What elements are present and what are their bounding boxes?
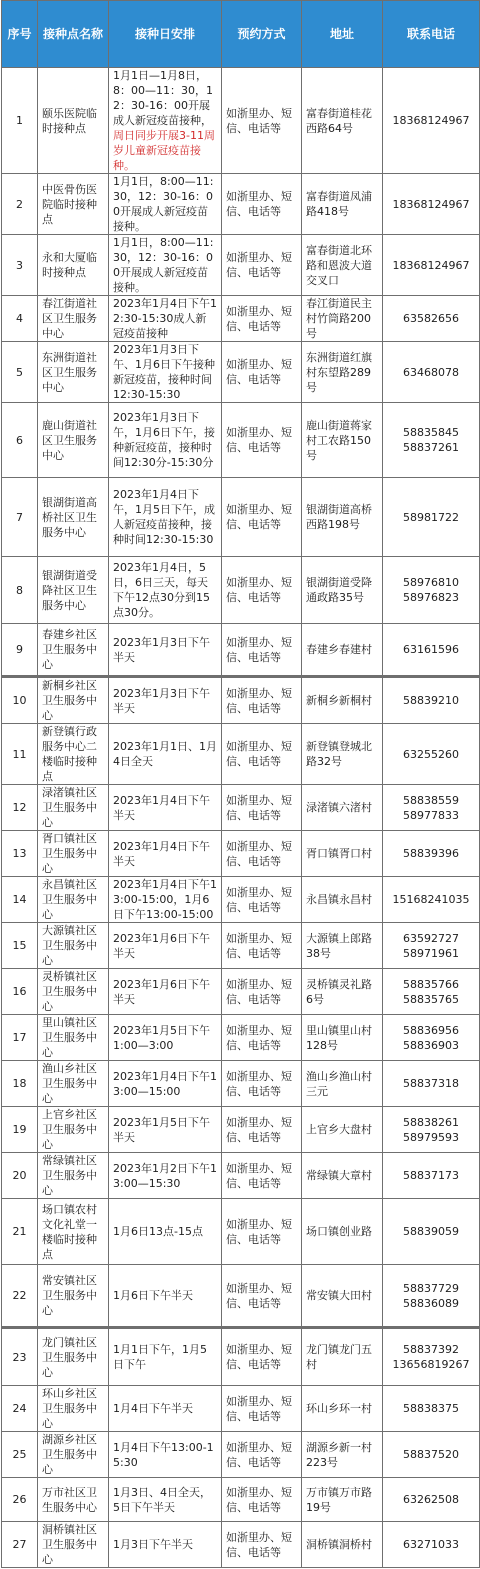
table-row <box>2 235 480 296</box>
cell-address: 东洲街道红旗村东望路289号 <box>302 342 383 403</box>
table-row <box>2 969 480 1015</box>
phone-number: 58836089 <box>403 1296 459 1310</box>
cell-no: 14 <box>2 877 38 923</box>
cell-no: 8 <box>2 557 38 624</box>
cell-phone <box>383 785 480 831</box>
cell-schedule <box>109 1015 222 1061</box>
cell-phone <box>383 677 480 724</box>
cell-address: 万市镇万市路19号 <box>302 1478 383 1522</box>
cell-phone <box>383 68 480 174</box>
schedule-text: 2023年1月4日下午，1月5日下午，成人新冠疫苗接种，接种时间12:30-15:30 <box>113 488 215 546</box>
vaccination-schedule-table <box>1 0 480 1568</box>
cell-address: 渌渚镇六渚村 <box>302 785 383 831</box>
cell-site: 里山镇社区卫生服务中心 <box>38 1015 109 1061</box>
cell-site: 洞桥镇社区卫生服务中心 <box>38 1522 109 1568</box>
cell-address: 鹿山街道蒋家村工农路150号 <box>302 403 383 478</box>
cell-site: 胥口镇社区卫生服务中心 <box>38 831 109 877</box>
cell-booking: 如浙里办、短信、电话等 <box>222 831 302 877</box>
cell-address: 永昌镇永昌村 <box>302 877 383 923</box>
cell-address: 里山镇里山村128号 <box>302 1015 383 1061</box>
cell-schedule <box>109 1386 222 1432</box>
header-phone: 联系电话 <box>383 1 480 68</box>
cell-no: 24 <box>2 1386 38 1432</box>
phone-number: 58971961 <box>403 946 459 960</box>
cell-phone <box>383 174 480 235</box>
cell-booking: 如浙里办、短信、电话等 <box>222 923 302 969</box>
cell-address: 场口镇创业路 <box>302 1199 383 1265</box>
cell-site: 湖源乡社区卫生服务中心 <box>38 1432 109 1478</box>
cell-address: 胥口镇胥口村 <box>302 831 383 877</box>
header-schedule: 接种日安排 <box>109 1 222 68</box>
cell-schedule <box>109 923 222 969</box>
header-row <box>2 1 480 68</box>
cell-phone <box>383 624 480 677</box>
cell-site: 新登镇行政服务中心二楼临时接种点 <box>38 724 109 785</box>
cell-booking: 如浙里办、短信、电话等 <box>222 677 302 724</box>
cell-phone <box>383 877 480 923</box>
cell-site: 永昌镇社区卫生服务中心 <box>38 877 109 923</box>
cell-booking: 如浙里办、短信、电话等 <box>222 235 302 296</box>
table-row <box>2 1386 480 1432</box>
cell-address: 湖源乡新一村223号 <box>302 1432 383 1478</box>
table-row <box>2 1265 480 1328</box>
cell-site: 春建乡社区卫生服务中心 <box>38 624 109 677</box>
cell-schedule <box>109 235 222 296</box>
phone-number: 58839059 <box>403 1225 459 1238</box>
cell-phone <box>383 1328 480 1386</box>
cell-schedule <box>109 557 222 624</box>
schedule-highlight-text: 周日同步开展3-11周岁儿童新冠疫苗接种。 <box>113 129 215 172</box>
phone-number: 58838261 <box>403 1115 459 1129</box>
schedule-text: 2023年1月4日，5日，6日三天，每天下午12点30分到15点30分。 <box>113 561 210 619</box>
phone-number: 18368124967 <box>392 114 470 127</box>
cell-site: 上官乡社区卫生服务中心 <box>38 1107 109 1153</box>
phone-number: 63255260 <box>403 747 459 761</box>
cell-booking: 如浙里办、短信、电话等 <box>222 174 302 235</box>
schedule-text: 2023年1月2日下午13:00—15:30 <box>113 1161 217 1190</box>
cell-schedule <box>109 1107 222 1153</box>
schedule-text: 2023年1月3日下午半天 <box>113 686 210 715</box>
cell-schedule <box>109 831 222 877</box>
cell-address: 富春街道北环路和恩波大道交叉口 <box>302 235 383 296</box>
phone-number: 63161596 <box>403 643 459 656</box>
phone-number: 58838375 <box>403 1402 459 1415</box>
table-row <box>2 1328 480 1386</box>
table-row <box>2 174 480 235</box>
phone-number: 58835766 <box>403 977 459 991</box>
cell-phone <box>383 1522 480 1568</box>
cell-address: 新登镇登城北路32号 <box>302 724 383 785</box>
cell-address: 洞桥镇洞桥村 <box>302 1522 383 1568</box>
table-row <box>2 68 480 174</box>
header-site: 接种点名称 <box>38 1 109 68</box>
cell-no: 16 <box>2 969 38 1015</box>
schedule-text: 2023年1月4日下午半天 <box>113 839 210 868</box>
cell-schedule <box>109 1478 222 1522</box>
cell-booking: 如浙里办、短信、电话等 <box>222 342 302 403</box>
phone-number: 13656819267 <box>392 1358 470 1371</box>
schedule-text: 2023年1月1日、1月4日全天 <box>113 740 217 768</box>
table-row <box>2 1107 480 1153</box>
cell-no: 5 <box>2 342 38 403</box>
cell-site: 场口镇农村文化礼堂一楼临时接种点 <box>38 1199 109 1265</box>
cell-schedule <box>109 68 222 174</box>
phone-number: 58839396 <box>403 847 459 860</box>
table-row <box>2 677 480 724</box>
cell-schedule <box>109 296 222 342</box>
phone-number: 63592727 <box>403 931 459 945</box>
cell-schedule <box>109 1265 222 1328</box>
cell-booking: 如浙里办、短信、电话等 <box>222 68 302 174</box>
cell-address: 新桐乡新桐村 <box>302 677 383 724</box>
cell-booking: 如浙里办、短信、电话等 <box>222 1265 302 1328</box>
cell-schedule <box>109 1522 222 1568</box>
cell-schedule <box>109 403 222 478</box>
cell-site: 龙门镇社区卫生服务中心 <box>38 1328 109 1386</box>
phone-number: 58838559 <box>403 793 459 807</box>
schedule-text: 2023年1月5日下午1:00—3:00 <box>113 1023 210 1052</box>
cell-booking: 如浙里办、短信、电话等 <box>222 1199 302 1265</box>
cell-schedule <box>109 877 222 923</box>
cell-site: 春江街道社区卫生服务中心 <box>38 296 109 342</box>
cell-address: 大源镇上郎路38号 <box>302 923 383 969</box>
phone-number: 58981722 <box>403 510 459 524</box>
cell-booking: 如浙里办、短信、电话等 <box>222 1015 302 1061</box>
cell-site: 环山乡社区卫生服务中心 <box>38 1386 109 1432</box>
table-row <box>2 1061 480 1107</box>
phone-number: 58837318 <box>403 1077 459 1090</box>
table-row <box>2 1199 480 1265</box>
table-row <box>2 478 480 557</box>
cell-phone <box>383 342 480 403</box>
schedule-text: 2023年1月4日下午13:00-15:00，1月6日下午13:00-15:00 <box>113 878 217 921</box>
cell-booking: 如浙里办、短信、电话等 <box>222 1522 302 1568</box>
cell-site: 渌渚镇社区卫生服务中心 <box>38 785 109 831</box>
cell-site: 鹿山街道社区卫生服务中心 <box>38 403 109 478</box>
cell-no: 18 <box>2 1061 38 1107</box>
cell-phone <box>383 969 480 1015</box>
phone-number: 58839210 <box>403 694 459 707</box>
cell-schedule <box>109 342 222 403</box>
schedule-text: 1月1日，8:00—11:30，12：30-16：00开展成人新冠疫苗接种。 <box>113 236 214 294</box>
cell-no: 12 <box>2 785 38 831</box>
phone-number: 58979593 <box>403 1130 459 1144</box>
table-row <box>2 831 480 877</box>
cell-phone <box>383 403 480 478</box>
cell-booking: 如浙里办、短信、电话等 <box>222 1107 302 1153</box>
cell-address: 富春街道桂花西路64号 <box>302 68 383 174</box>
phone-number: 58837261 <box>403 441 459 454</box>
cell-phone <box>383 923 480 969</box>
phone-number: 18368124967 <box>392 258 470 272</box>
cell-address: 龙门镇龙门五村 <box>302 1328 383 1386</box>
cell-site: 常安镇社区卫生服务中心 <box>38 1265 109 1328</box>
cell-site: 灵桥镇社区卫生服务中心 <box>38 969 109 1015</box>
cell-site: 渔山乡社区卫生服务中心 <box>38 1061 109 1107</box>
cell-no: 22 <box>2 1265 38 1328</box>
cell-booking: 如浙里办、短信、电话等 <box>222 1328 302 1386</box>
schedule-text: 2023年1月6日下午半天 <box>113 931 210 960</box>
cell-booking: 如浙里办、短信、电话等 <box>222 1386 302 1432</box>
header-address: 地址 <box>302 1 383 68</box>
cell-site: 银湖街道受降社区卫生服务中心 <box>38 557 109 624</box>
cell-phone <box>383 724 480 785</box>
schedule-text: 1月1日，8:00—11:30，12：30-16：00开展成人新冠疫苗接种。 <box>113 175 214 233</box>
schedule-text: 1月3日下午半天 <box>113 1538 193 1551</box>
cell-booking: 如浙里办、短信、电话等 <box>222 1061 302 1107</box>
table-row <box>2 1432 480 1478</box>
cell-no: 10 <box>2 677 38 724</box>
cell-booking: 如浙里办、短信、电话等 <box>222 624 302 677</box>
cell-site: 新桐乡社区卫生服务中心 <box>38 677 109 724</box>
cell-phone <box>383 557 480 624</box>
phone-number: 58836956 <box>403 1023 459 1037</box>
cell-schedule <box>109 174 222 235</box>
header-booking: 预约方式 <box>222 1 302 68</box>
table-row <box>2 785 480 831</box>
schedule-text: 1月1日下午，1月5日下午 <box>113 1343 207 1371</box>
phone-number: 58977833 <box>403 808 459 822</box>
cell-site: 永和大厦临时接种点 <box>38 235 109 296</box>
cell-site: 东洲街道社区卫生服务中心 <box>38 342 109 403</box>
phone-number: 18368124967 <box>392 197 470 211</box>
phone-number: 58837729 <box>403 1281 459 1295</box>
cell-phone <box>383 296 480 342</box>
phone-number: 58837173 <box>403 1169 459 1182</box>
phone-number: 58835765 <box>403 992 459 1006</box>
cell-no: 26 <box>2 1478 38 1522</box>
cell-address: 渔山乡渔山村三元 <box>302 1061 383 1107</box>
schedule-text: 2023年1月4日下午12:30-15:30成人新冠疫苗接种 <box>113 297 217 340</box>
cell-no: 15 <box>2 923 38 969</box>
schedule-text: 1月4日下午13:00-15:30 <box>113 1440 214 1469</box>
cell-site: 中医骨伤医院临时接种点 <box>38 174 109 235</box>
schedule-text: 2023年1月3日下午，1月6日下午，接种新冠疫苗，接种时间12:30分-15:30分 <box>113 411 215 469</box>
cell-site: 万市社区卫生服务中心 <box>38 1478 109 1522</box>
schedule-text: 2023年1月6日下午半天 <box>113 977 210 1006</box>
cell-booking: 如浙里办、短信、电话等 <box>222 724 302 785</box>
cell-address: 春江街道民主村竹筒路200号 <box>302 296 383 342</box>
cell-schedule <box>109 969 222 1015</box>
cell-phone <box>383 1199 480 1265</box>
cell-no: 17 <box>2 1015 38 1061</box>
table-row <box>2 1015 480 1061</box>
schedule-text: 2023年1月4日下午半天 <box>113 793 210 822</box>
phone-number: 15168241035 <box>392 893 470 906</box>
cell-address: 常绿镇大章村 <box>302 1153 383 1199</box>
schedule-text: 1月4日下午半天 <box>113 1402 193 1415</box>
cell-no: 9 <box>2 624 38 677</box>
table-row <box>2 557 480 624</box>
table-row <box>2 1478 480 1522</box>
cell-address: 常安镇大田村 <box>302 1265 383 1328</box>
cell-booking: 如浙里办、短信、电话等 <box>222 877 302 923</box>
cell-phone <box>383 1386 480 1432</box>
schedule-text: 1月1日—1月8日，8：00—11：30，12：30-16：00开展成人新冠疫苗接种， <box>113 69 213 127</box>
cell-no: 20 <box>2 1153 38 1199</box>
cell-booking: 如浙里办、短信、电话等 <box>222 557 302 624</box>
cell-no: 11 <box>2 724 38 785</box>
table-row <box>2 923 480 969</box>
cell-no: 23 <box>2 1328 38 1386</box>
schedule-text: 2023年1月3日下午、1月6日下午接种新冠疫苗，接种时间12:30-15:30 <box>113 343 215 401</box>
cell-booking: 如浙里办、短信、电话等 <box>222 1153 302 1199</box>
cell-phone <box>383 831 480 877</box>
cell-address: 春建乡春建村 <box>302 624 383 677</box>
cell-no: 27 <box>2 1522 38 1568</box>
schedule-text: 2023年1月3日下午半天 <box>113 635 210 664</box>
cell-schedule <box>109 624 222 677</box>
cell-schedule <box>109 1432 222 1478</box>
cell-phone <box>383 235 480 296</box>
phone-number: 58976810 <box>403 576 459 589</box>
cell-schedule <box>109 724 222 785</box>
table-row <box>2 1522 480 1568</box>
phone-number: 63262508 <box>403 1493 459 1506</box>
cell-phone <box>383 1478 480 1522</box>
cell-schedule <box>109 478 222 557</box>
cell-address: 灵桥镇灵礼路6号 <box>302 969 383 1015</box>
table-row <box>2 296 480 342</box>
table-row <box>2 877 480 923</box>
cell-no: 13 <box>2 831 38 877</box>
cell-schedule <box>109 1061 222 1107</box>
phone-number: 63271033 <box>403 1538 459 1551</box>
phone-number: 58837392 <box>403 1343 459 1356</box>
cell-schedule <box>109 1328 222 1386</box>
schedule-text: 2023年1月4日下午13:00—15:00 <box>113 1069 217 1098</box>
schedule-text: 2023年1月5日下午半天 <box>113 1115 210 1144</box>
cell-no: 25 <box>2 1432 38 1478</box>
cell-site: 大源镇社区卫生服务中心 <box>38 923 109 969</box>
cell-booking: 如浙里办、短信、电话等 <box>222 403 302 478</box>
table-row <box>2 624 480 677</box>
cell-address: 富春街道凤浦路418号 <box>302 174 383 235</box>
cell-booking: 如浙里办、短信、电话等 <box>222 969 302 1015</box>
cell-phone <box>383 1061 480 1107</box>
cell-no: 19 <box>2 1107 38 1153</box>
cell-booking: 如浙里办、短信、电话等 <box>222 478 302 557</box>
cell-site: 常绿镇社区卫生服务中心 <box>38 1153 109 1199</box>
schedule-text: 1月3日、4日全天，5日下午半天 <box>113 1485 211 1514</box>
cell-address: 环山乡环一村 <box>302 1386 383 1432</box>
cell-phone <box>383 1153 480 1199</box>
schedule-text: 1月6日下午半天 <box>113 1289 193 1302</box>
phone-number: 58836903 <box>403 1038 459 1052</box>
phone-number: 58835845 <box>403 426 459 439</box>
cell-no: 1 <box>2 68 38 174</box>
cell-booking: 如浙里办、短信、电话等 <box>222 1432 302 1478</box>
table-row <box>2 724 480 785</box>
cell-booking: 如浙里办、短信、电话等 <box>222 296 302 342</box>
cell-schedule <box>109 1199 222 1265</box>
phone-number: 58976823 <box>403 591 459 604</box>
cell-site: 颐乐医院临时接种点 <box>38 68 109 174</box>
table-row <box>2 403 480 478</box>
cell-phone <box>383 1015 480 1061</box>
cell-phone <box>383 1107 480 1153</box>
cell-no: 2 <box>2 174 38 235</box>
cell-no: 6 <box>2 403 38 478</box>
cell-schedule <box>109 1153 222 1199</box>
cell-no: 4 <box>2 296 38 342</box>
cell-booking: 如浙里办、短信、电话等 <box>222 1478 302 1522</box>
phone-number: 58837520 <box>403 1448 459 1461</box>
cell-address: 银湖街道高桥西路198号 <box>302 478 383 557</box>
schedule-text: 1月6日13点-15点 <box>113 1225 203 1238</box>
cell-phone <box>383 1432 480 1478</box>
cell-no: 21 <box>2 1199 38 1265</box>
table-row <box>2 342 480 403</box>
table-row <box>2 1153 480 1199</box>
header-no: 序号 <box>2 1 38 68</box>
table-body <box>2 68 480 1568</box>
cell-address: 银湖街道受降通政路35号 <box>302 557 383 624</box>
cell-no: 3 <box>2 235 38 296</box>
cell-no: 7 <box>2 478 38 557</box>
cell-phone <box>383 478 480 557</box>
cell-schedule <box>109 677 222 724</box>
cell-address: 上官乡大盘村 <box>302 1107 383 1153</box>
phone-number: 63468078 <box>403 365 459 379</box>
cell-booking: 如浙里办、短信、电话等 <box>222 785 302 831</box>
cell-site: 银湖街道高桥社区卫生服务中心 <box>38 478 109 557</box>
phone-number: 63582656 <box>403 312 459 325</box>
cell-phone <box>383 1265 480 1328</box>
cell-schedule <box>109 785 222 831</box>
